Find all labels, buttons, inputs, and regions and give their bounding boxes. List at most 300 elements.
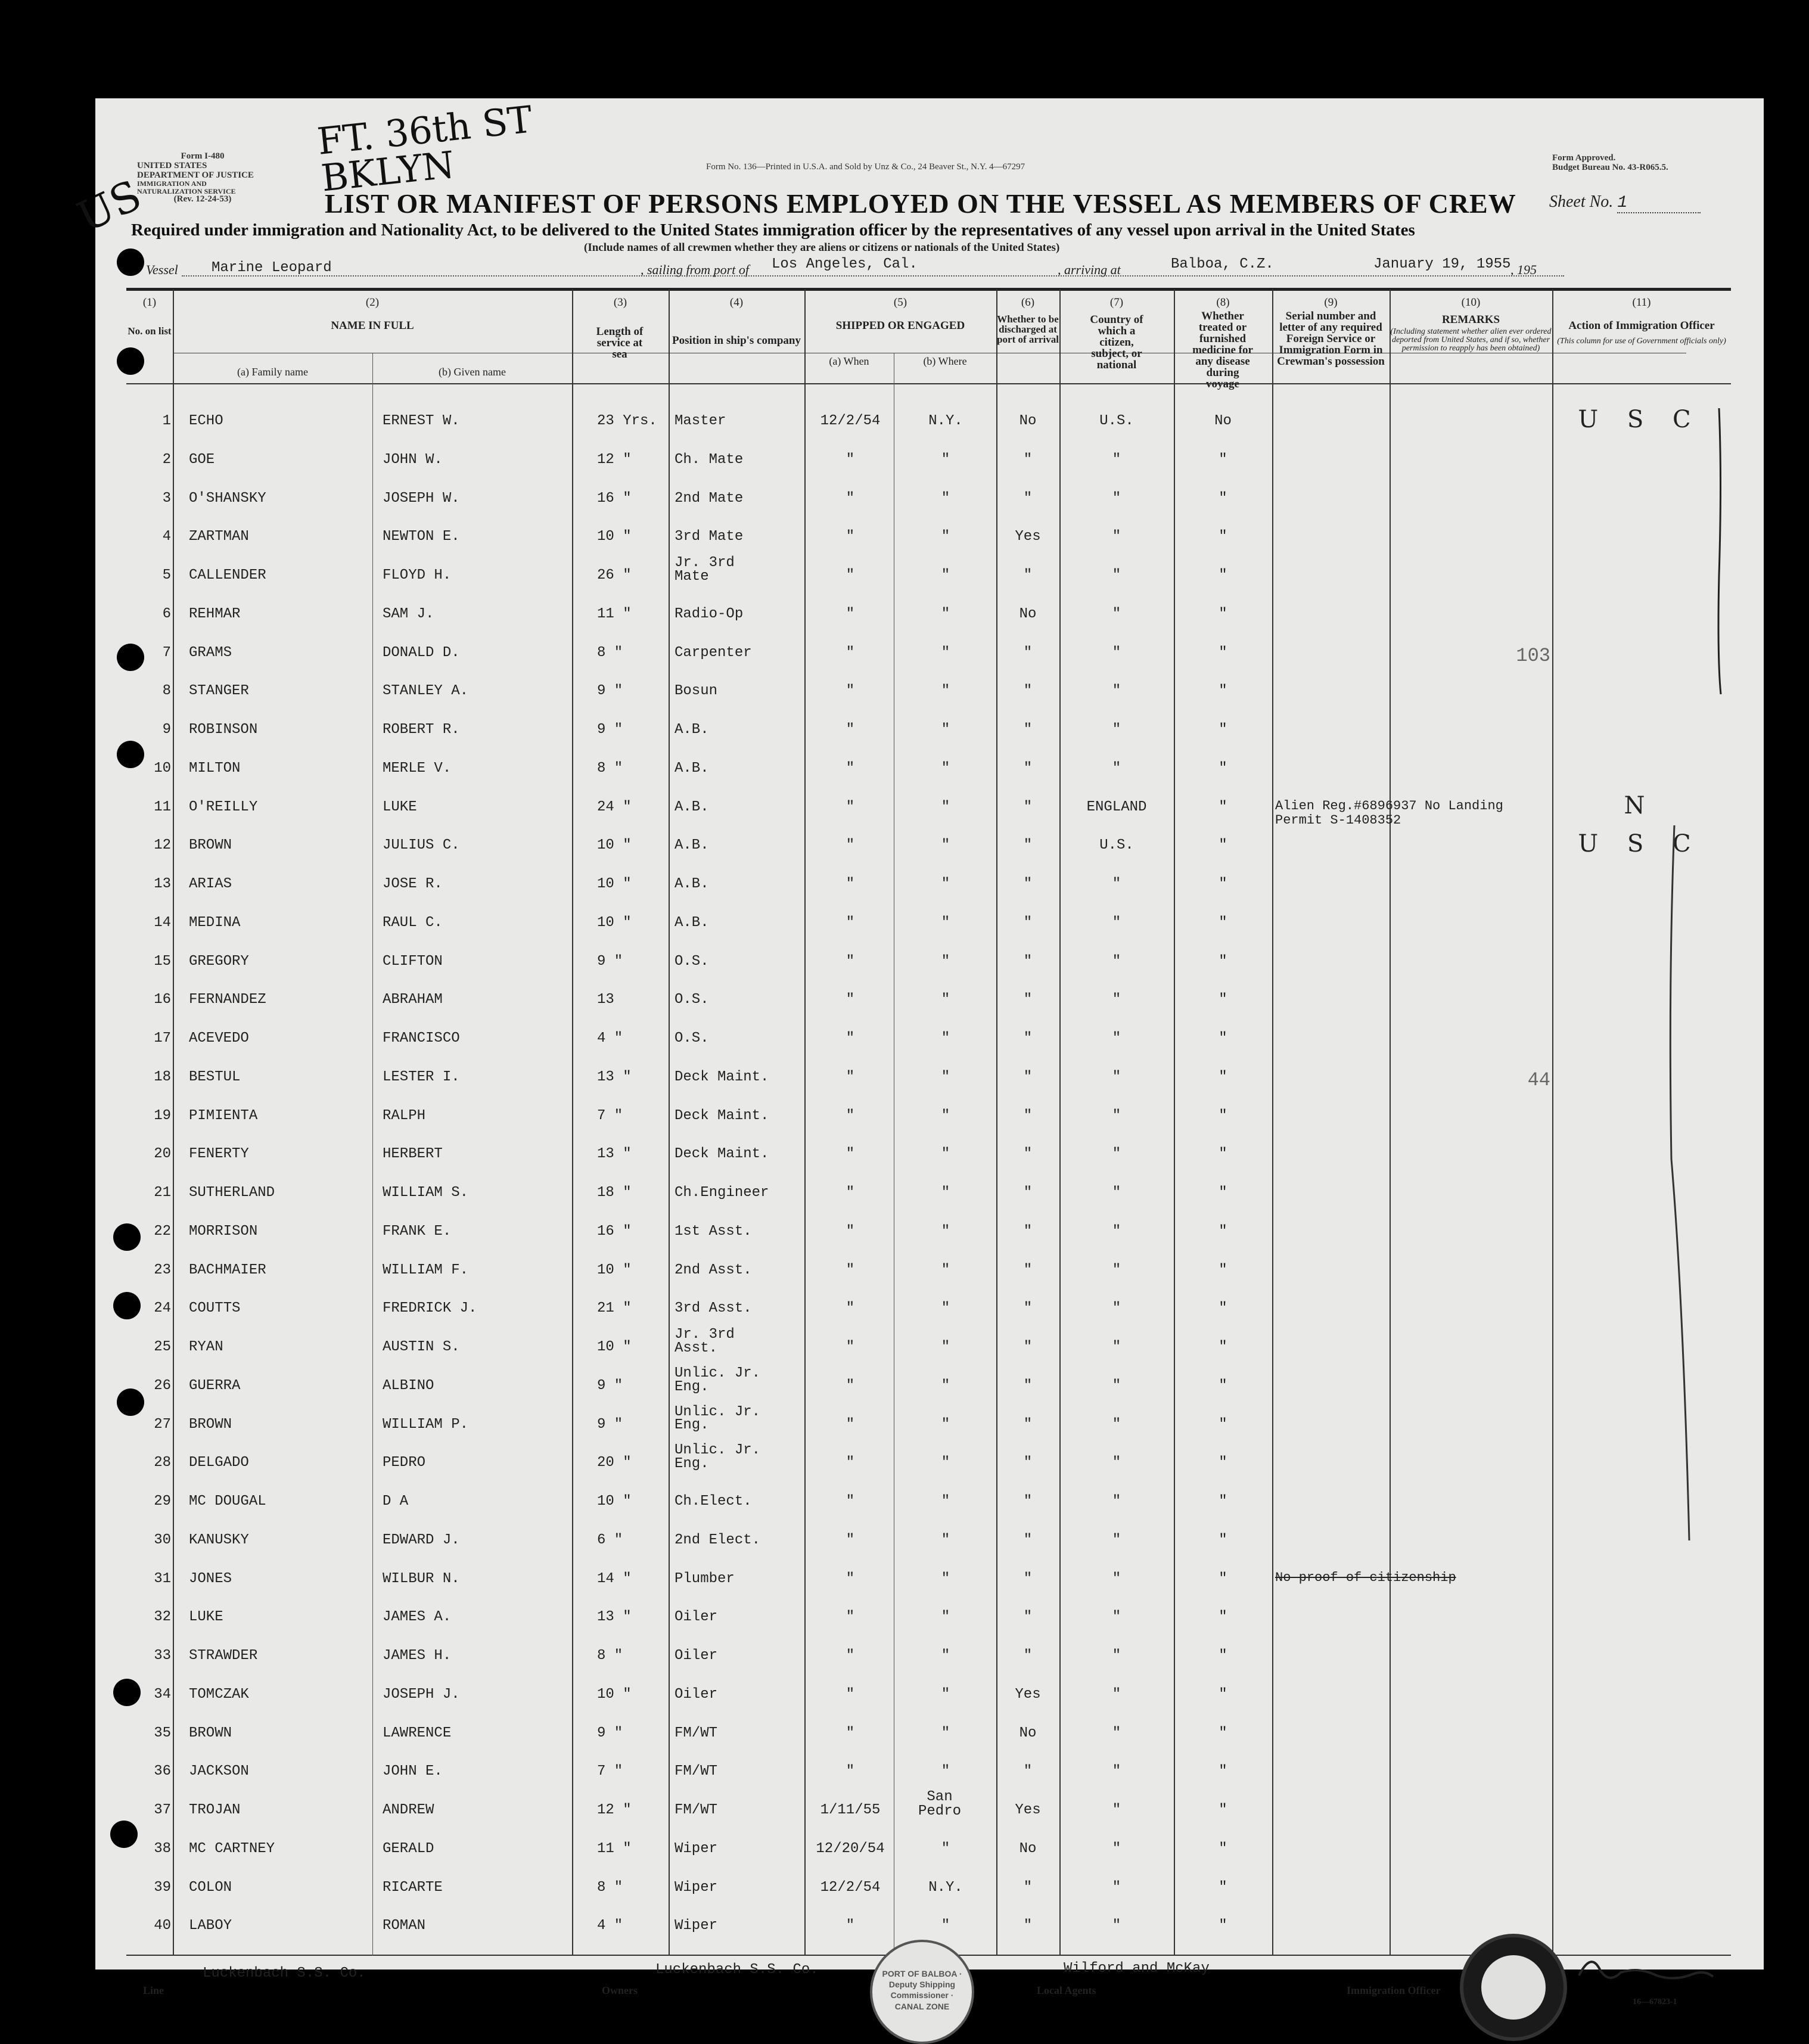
cell-medicine: "	[1219, 876, 1227, 892]
vessel-name: Marine Leopard	[212, 260, 332, 276]
cell-family: COUTTS	[189, 1300, 241, 1317]
cell-family: MC CARTNEY	[189, 1840, 275, 1857]
cell-discharge: "	[1023, 1339, 1033, 1355]
cell-discharge: "	[1023, 1416, 1033, 1433]
cell-where: "	[941, 837, 950, 854]
cell-given: JAMES A.	[383, 1609, 452, 1626]
cell-medicine: "	[1219, 760, 1227, 776]
cell-position: Oiler	[675, 1686, 718, 1703]
cell-where: "	[941, 1918, 950, 1934]
cell-service: 8 "	[597, 760, 623, 776]
cell-where: "	[941, 953, 950, 970]
cell-service: 8 "	[597, 1648, 623, 1664]
cell-family: MEDINA	[189, 914, 241, 931]
cell-discharge: "	[1023, 644, 1033, 661]
form-approved: Form Approved.	[1552, 153, 1616, 163]
cell-no: 22	[154, 1223, 171, 1240]
cell-when: "	[846, 1648, 855, 1664]
col5-num: (5)	[893, 296, 907, 309]
cell-service: 14 "	[597, 1570, 632, 1587]
cell-medicine: "	[1219, 683, 1227, 700]
cell-family: REHMAR	[189, 605, 241, 622]
cell-given: LESTER I.	[383, 1068, 460, 1085]
cell-discharge: "	[1023, 760, 1033, 776]
col3-header: Length of service at sea	[596, 325, 644, 361]
cell-service: 24 "	[597, 799, 632, 815]
cell-when: "	[846, 953, 855, 970]
cell-medicine: "	[1219, 1493, 1227, 1509]
table-row	[126, 1180, 1731, 1214]
cell-given: JULIUS C.	[383, 837, 460, 854]
handwritten-top-note: FT. 36th ST BKLYN	[315, 97, 534, 200]
cell-where: N.Y.	[928, 1879, 963, 1896]
cell-position: 3rd Mate	[675, 529, 744, 545]
cell-when: "	[846, 644, 855, 661]
table-row	[126, 1789, 1731, 1832]
cell-discharge: "	[1023, 1223, 1033, 1240]
cell-discharge: "	[1023, 1570, 1033, 1587]
cell-no: 38	[154, 1840, 171, 1857]
required-statement: Required under immigration and Nationality Act, to be delivered to the United States immigration officer by the representatives of any vessel upon arrival in the United States	[131, 220, 1415, 240]
cell-country: "	[1112, 1725, 1121, 1741]
col10-num: (10)	[1461, 296, 1481, 309]
cell-where: "	[941, 451, 950, 468]
cell-when: "	[846, 567, 855, 583]
table-row	[126, 1720, 1731, 1755]
cell-service: 13 "	[597, 1068, 632, 1085]
cell-discharge: "	[1023, 1532, 1033, 1548]
cell-no: 5	[162, 567, 171, 583]
cell-family: STRAWDER	[189, 1648, 258, 1664]
cell-given: FRANK E.	[383, 1223, 452, 1240]
cell-country: "	[1112, 1493, 1121, 1509]
sheet-number: 1	[1617, 194, 1701, 213]
cell-no: 10	[154, 760, 171, 776]
cell-family: FERNANDEZ	[189, 992, 266, 1008]
cell-medicine: "	[1219, 1262, 1227, 1278]
cell-service: 13	[597, 992, 614, 1008]
officer-signature	[1573, 1952, 1716, 1987]
cell-discharge: "	[1023, 1493, 1033, 1509]
table-row	[126, 1219, 1731, 1253]
cell-medicine: "	[1219, 1185, 1227, 1201]
cell-medicine: "	[1219, 1879, 1227, 1896]
cell-position: 2nd Elect.	[675, 1532, 761, 1548]
cell-given: GERALD	[383, 1840, 434, 1857]
cell-no: 17	[154, 1030, 171, 1046]
cell-country: "	[1112, 451, 1121, 468]
cell-serial: No proof of citizenship	[1275, 1570, 1456, 1585]
cell-service: 8 "	[597, 1879, 623, 1896]
cell-position: FM/WT	[675, 1763, 718, 1780]
cell-no: 31	[154, 1570, 171, 1587]
col1-header: No. on list	[128, 325, 172, 337]
cell-country: "	[1112, 876, 1121, 892]
cell-when: "	[846, 1339, 855, 1355]
cell-medicine: "	[1219, 1648, 1227, 1664]
table-row	[126, 756, 1731, 790]
cell-family: LABOY	[189, 1918, 232, 1934]
cell-where: San Pedro	[918, 1789, 961, 1819]
cell-where: "	[941, 644, 950, 661]
cell-where: "	[941, 1532, 950, 1548]
cell-when: "	[846, 1068, 855, 1085]
cell-family: CALLENDER	[189, 567, 266, 583]
cell-where: "	[941, 799, 950, 815]
cell-discharge: Yes	[1015, 1686, 1041, 1703]
cell-discharge: "	[1023, 1609, 1033, 1626]
cell-when: "	[846, 914, 855, 931]
cell-position: A.B.	[675, 837, 709, 854]
cell-when: "	[846, 722, 855, 738]
cell-when: "	[846, 1918, 855, 1934]
cell-where: "	[941, 1840, 950, 1857]
cell-when: "	[846, 1030, 855, 1046]
cell-position: Wiper	[675, 1879, 718, 1896]
cell-given: EDWARD J.	[383, 1532, 460, 1548]
cell-family: ACEVEDO	[189, 1030, 249, 1046]
cell-service: 10 "	[597, 914, 632, 931]
table-row	[126, 1257, 1731, 1292]
budget-bureau: Budget Bureau No. 43-R065.5.	[1552, 162, 1668, 172]
punch-hole	[113, 1679, 141, 1706]
manifest-sheet	[70, 97, 1764, 2011]
cell-position: O.S.	[675, 1030, 709, 1046]
cell-service: 9 "	[597, 1725, 623, 1741]
cell-discharge: "	[1023, 451, 1033, 468]
cell-where: "	[941, 1339, 950, 1355]
col5b-header: (b) Where	[923, 355, 967, 367]
cell-where: "	[941, 1648, 950, 1664]
cell-when: "	[846, 1300, 855, 1317]
cell-no: 4	[162, 529, 171, 545]
table-row	[126, 1403, 1731, 1446]
cell-family: ROBINSON	[189, 722, 258, 738]
cell-family: O'REILLY	[189, 799, 258, 815]
cell-discharge: "	[1023, 1648, 1033, 1664]
cell-family: LUKE	[189, 1609, 223, 1626]
cell-no: 2	[162, 451, 171, 468]
vessel-label: Vessel	[146, 262, 178, 277]
cell-medicine: "	[1219, 490, 1227, 507]
arriving-port: Balboa, C.Z.	[1171, 256, 1274, 272]
table-row	[126, 678, 1731, 713]
cell-discharge: "	[1023, 837, 1033, 854]
punch-hole	[113, 1292, 141, 1319]
cell-position: Deck Maint.	[675, 1107, 769, 1124]
col8-header: Whether treated or furnished medicine for any disease during voyage	[1192, 310, 1253, 390]
table-row	[126, 1103, 1731, 1138]
cell-country: "	[1112, 1030, 1121, 1046]
cell-country: "	[1112, 1648, 1121, 1664]
cell-given: FLOYD H.	[383, 567, 452, 583]
cell-action: N	[1624, 791, 1656, 819]
cell-given: RALPH	[383, 1107, 426, 1124]
cell-service: 11 "	[597, 605, 632, 622]
cell-given: JOHN W.	[383, 451, 443, 468]
col5-header: SHIPPED OR ENGAGED	[835, 319, 965, 332]
cell-no: 18	[154, 1068, 171, 1085]
cell-where: "	[941, 1107, 950, 1124]
cell-no: 19	[154, 1107, 171, 1124]
cell-where: "	[941, 1223, 950, 1240]
table-row	[126, 1327, 1731, 1369]
cell-country: U.S.	[1099, 413, 1134, 429]
cell-medicine: "	[1219, 1377, 1227, 1394]
cell-medicine: "	[1219, 722, 1227, 738]
cell-position: Radio-Op	[675, 605, 744, 622]
cell-position: A.B.	[675, 914, 709, 931]
cell-position: 2nd Mate	[675, 490, 744, 507]
cell-where: "	[941, 490, 950, 507]
cell-given: WILBUR N.	[383, 1570, 460, 1587]
punch-hole	[113, 1223, 141, 1251]
cell-service: 18 "	[597, 1185, 632, 1201]
cell-discharge: Yes	[1015, 1802, 1041, 1818]
cell-position: A.B.	[675, 760, 709, 776]
cell-country: "	[1112, 760, 1121, 776]
cell-country: "	[1112, 1146, 1121, 1163]
cell-discharge: "	[1023, 1879, 1033, 1896]
cell-no: 33	[154, 1648, 171, 1664]
cell-family: JACKSON	[189, 1763, 249, 1780]
cell-medicine: "	[1219, 451, 1227, 468]
cell-service: 13 "	[597, 1146, 632, 1163]
table-row	[126, 1759, 1731, 1793]
cell-family: BACHMAIER	[189, 1262, 266, 1278]
col10-note: (Including statement whether alien ever ordered deported from United States, and if so, whether permission to reapply has been obtained)	[1390, 327, 1552, 353]
cell-family: PIMIENTA	[189, 1107, 258, 1124]
table-row	[126, 1064, 1731, 1099]
cell-service: 9 "	[597, 683, 623, 700]
cell-discharge: "	[1023, 953, 1033, 970]
cell-country: "	[1112, 914, 1121, 931]
crew-list	[126, 408, 1731, 1952]
line-value: Luckenbach S.S. Co.	[203, 1965, 366, 1981]
table-row	[126, 447, 1731, 482]
cell-country: "	[1112, 1840, 1121, 1857]
cell-service: 4 "	[597, 1918, 623, 1934]
cell-when: "	[846, 1763, 855, 1780]
cell-no: 16	[154, 992, 171, 1008]
cell-position: FM/WT	[675, 1725, 718, 1741]
include-statement: (Include names of all crewmen whether they are aliens or citizens or nationals of the United States)	[584, 241, 1060, 254]
cell-discharge: No	[1019, 605, 1037, 622]
table-row	[126, 1643, 1731, 1678]
cell-country: "	[1112, 1377, 1121, 1394]
cell-family: MILTON	[189, 760, 241, 776]
cell-position: Jr. 3rd Asst.	[675, 1327, 735, 1356]
cell-family: KANUSKY	[189, 1532, 249, 1548]
cell-where: "	[941, 992, 950, 1008]
cell-family: STANGER	[189, 683, 249, 700]
cell-medicine: "	[1219, 1840, 1227, 1857]
cell-position: O.S.	[675, 992, 709, 1008]
cell-where: "	[941, 1763, 950, 1780]
cell-country: "	[1112, 1416, 1121, 1433]
cell-given: FRANCISCO	[383, 1030, 460, 1046]
col2-num: (2)	[365, 296, 380, 309]
cell-country: "	[1112, 1185, 1121, 1201]
cell-given: WILLIAM P.	[383, 1416, 469, 1433]
cell-family: BROWN	[189, 1725, 232, 1741]
cell-family: ECHO	[189, 413, 223, 429]
col1-num: (1)	[142, 296, 157, 309]
cell-country: "	[1112, 953, 1121, 970]
cell-discharge: "	[1023, 1146, 1033, 1163]
cell-no: 9	[162, 722, 171, 738]
cell-where: "	[941, 1725, 950, 1741]
cell-no: 14	[154, 914, 171, 931]
cell-service: 8 "	[597, 644, 623, 661]
handwritten-side-note: US	[70, 170, 149, 242]
cell-where: "	[941, 1262, 950, 1278]
cell-position: Master	[675, 413, 726, 429]
cell-position: A.B.	[675, 876, 709, 892]
col4-num: (4)	[729, 296, 744, 309]
cell-given: RAUL C.	[383, 914, 443, 931]
cell-when: "	[846, 1570, 855, 1587]
cell-country: "	[1112, 683, 1121, 700]
col9-header: Serial number and letter of any required Foreign Service or Immigration Form in Crewman's possession	[1277, 310, 1385, 368]
cell-no: 39	[154, 1879, 171, 1896]
table-row	[126, 949, 1731, 983]
cell-given: D A	[383, 1493, 409, 1509]
cell-given: ROBERT R.	[383, 722, 460, 738]
cell-given: JOHN E.	[383, 1763, 443, 1780]
cell-service: 26 "	[597, 567, 632, 583]
cell-medicine: "	[1219, 1725, 1227, 1741]
owners-value: Luckenbach S.S. Co.	[655, 1962, 819, 1978]
cell-given: HERBERT	[383, 1146, 443, 1163]
cell-serial: Alien Reg.#6896937 No Landing Permit S-1408352	[1275, 798, 1503, 828]
cell-where: "	[941, 722, 950, 738]
table-row	[126, 640, 1731, 675]
cell-when: "	[846, 799, 855, 815]
cell-position: Ch. Mate	[675, 451, 744, 468]
cell-when: "	[846, 1609, 855, 1626]
cell-when: "	[846, 451, 855, 468]
cell-given: ERNEST W.	[383, 413, 460, 429]
cell-discharge: Yes	[1015, 529, 1041, 545]
cell-service: 16 "	[597, 1223, 632, 1240]
cell-where: "	[941, 760, 950, 776]
table-row	[126, 791, 1731, 829]
cell-service: 10 "	[597, 837, 632, 854]
cell-position: Unlic. Jr. Eng.	[675, 1403, 761, 1434]
table-row	[126, 555, 1731, 597]
cell-no: 37	[154, 1802, 171, 1818]
cell-discharge: "	[1023, 1107, 1033, 1124]
cell-when: 12/20/54	[816, 1840, 885, 1857]
cell-position: Plumber	[675, 1570, 735, 1587]
cell-discharge: No	[1019, 1725, 1037, 1741]
table-row	[126, 1566, 1731, 1601]
officer-label: Immigration Officer	[1347, 1984, 1441, 1996]
cell-medicine: "	[1219, 1532, 1227, 1548]
cell-position: 2nd Asst.	[675, 1262, 752, 1278]
cell-when: "	[846, 529, 855, 545]
cell-family: GRAMS	[189, 644, 232, 661]
cell-given: ABRAHAM	[383, 992, 443, 1008]
cell-where: "	[941, 1300, 950, 1317]
cell-when: "	[846, 490, 855, 507]
cell-where: "	[941, 605, 950, 622]
cell-medicine: "	[1219, 1455, 1227, 1471]
cell-where: "	[941, 1609, 950, 1626]
cell-country: "	[1112, 1686, 1121, 1703]
cell-service: 7 "	[597, 1763, 623, 1780]
cell-no: 1	[162, 413, 171, 429]
cell-medicine: "	[1219, 1223, 1227, 1240]
cell-medicine: "	[1219, 644, 1227, 661]
sailing-port: Los Angeles, Cal.	[772, 256, 918, 272]
cell-action: U S C	[1578, 830, 1702, 858]
table-row	[126, 1442, 1731, 1484]
cell-given: WILLIAM F.	[383, 1262, 469, 1278]
cell-no: 35	[154, 1725, 171, 1741]
cell-country: "	[1112, 1223, 1121, 1240]
col10-header: REMARKS	[1441, 313, 1500, 326]
cell-family: ARIAS	[189, 876, 232, 892]
cell-country: "	[1112, 1532, 1121, 1548]
table-row	[126, 1527, 1731, 1562]
cell-family: MORRISON	[189, 1223, 258, 1240]
cell-position: Unlic. Jr. Eng.	[675, 1365, 761, 1395]
cell-given: SAM J.	[383, 605, 434, 622]
cell-country: "	[1112, 605, 1121, 622]
cell-service: 9 "	[597, 953, 623, 970]
cell-medicine: "	[1219, 1918, 1227, 1934]
cell-country: "	[1112, 1879, 1121, 1896]
cell-service: 11 "	[597, 1840, 632, 1857]
cell-no: 28	[154, 1455, 171, 1471]
cell-discharge: "	[1023, 1455, 1033, 1471]
cell-when: 12/2/54	[820, 413, 881, 429]
cell-service: 10 "	[597, 1262, 632, 1278]
table-row	[126, 1141, 1731, 1176]
cell-given: WILLIAM S.	[383, 1185, 469, 1201]
cell-family: RYAN	[189, 1339, 223, 1355]
cell-no: 20	[154, 1146, 171, 1163]
cell-where: "	[941, 683, 950, 700]
table-row	[126, 1836, 1731, 1871]
cell-medicine: "	[1219, 992, 1227, 1008]
cell-position: 3rd Asst.	[675, 1300, 752, 1317]
cell-discharge: "	[1023, 722, 1033, 738]
cell-family: COLON	[189, 1879, 232, 1896]
cell-medicine: "	[1219, 1068, 1227, 1085]
cell-no: 13	[154, 876, 171, 892]
cell-where: "	[941, 1455, 950, 1471]
cell-discharge: "	[1023, 1918, 1033, 1934]
cell-when: "	[846, 876, 855, 892]
cell-given: ALBINO	[383, 1377, 434, 1394]
cell-position: Wiper	[675, 1840, 718, 1857]
col7-num: (7)	[1109, 296, 1124, 309]
cell-country: U.S.	[1099, 837, 1134, 854]
arrival-date: January 19, 1955	[1373, 256, 1511, 272]
cell-no: 30	[154, 1532, 171, 1548]
cell-given: JOSEPH W.	[383, 490, 460, 507]
cell-when: "	[846, 1377, 855, 1394]
cell-no: 29	[154, 1493, 171, 1509]
col9-num: (9)	[1324, 296, 1338, 309]
cell-when: "	[846, 1686, 855, 1703]
cell-no: 25	[154, 1339, 171, 1355]
col7-header: Country of which a citizen, subject, or national	[1090, 313, 1143, 371]
cell-action: U S C	[1578, 406, 1702, 433]
